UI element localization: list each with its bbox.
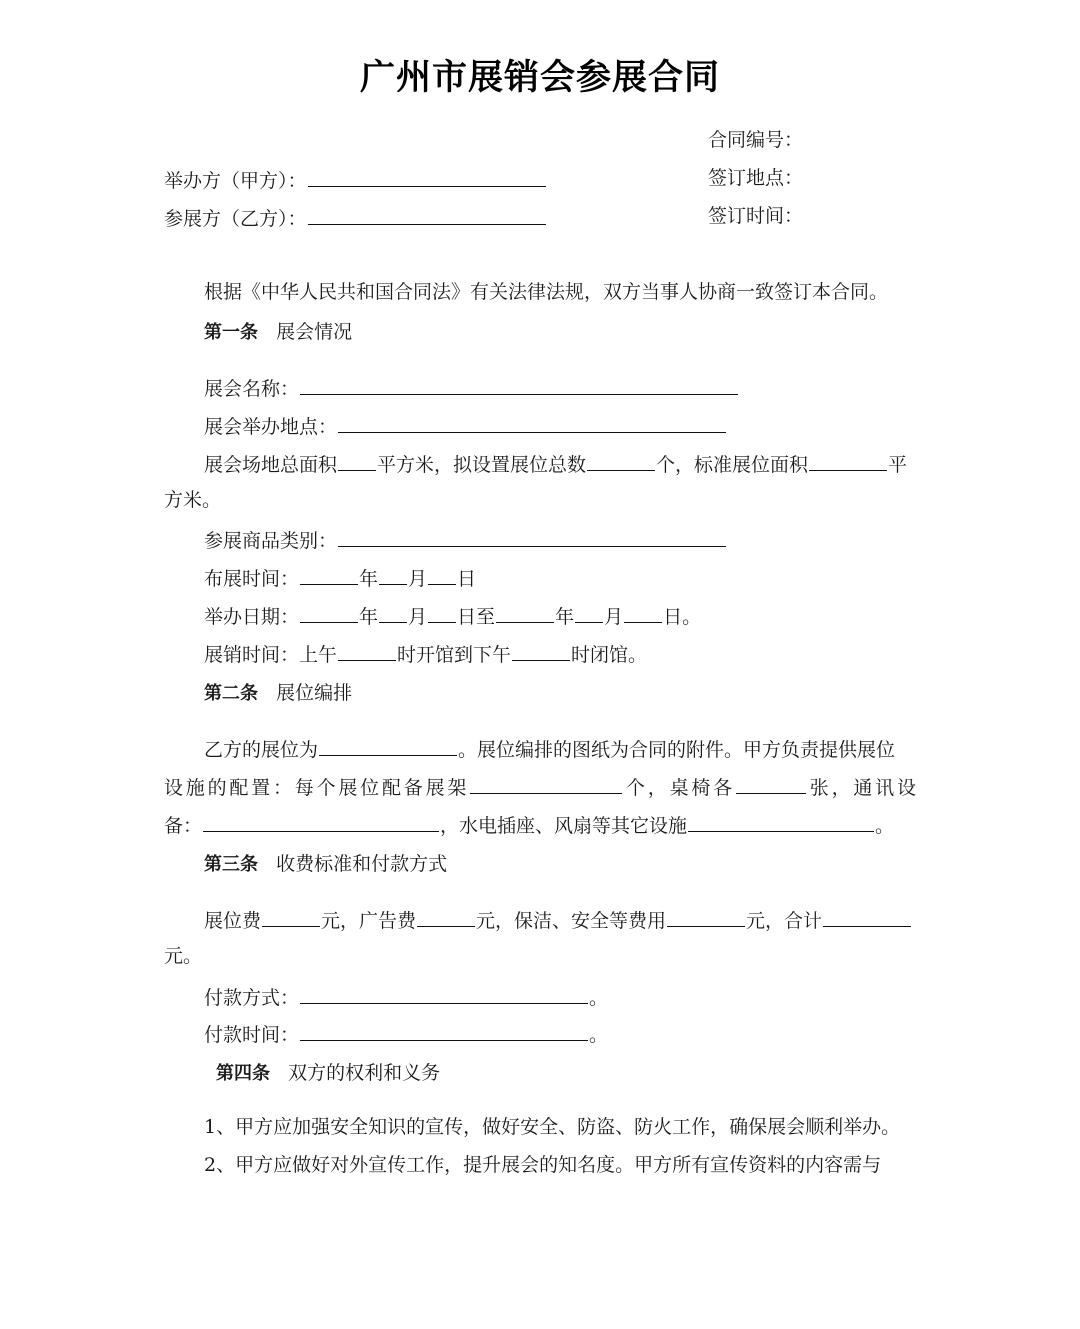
intro-paragraph: 根据《中华人民共和国合同法》有关法律法规，双方当事人协商一致签订本合同。 bbox=[204, 281, 889, 303]
payment-time-blank[interactable] bbox=[300, 1020, 588, 1041]
close-hour-blank[interactable] bbox=[512, 640, 570, 661]
article-4-number: 第四条 bbox=[216, 1063, 270, 1084]
category-field bbox=[204, 526, 727, 553]
page-title: 广州市展销会参展合同 bbox=[359, 58, 720, 98]
total-fee-blank[interactable] bbox=[823, 906, 911, 927]
exhibition-name-blank[interactable] bbox=[300, 374, 738, 395]
party-b-field bbox=[164, 204, 547, 231]
area-line bbox=[204, 450, 907, 477]
fee-text-1: 展位费 bbox=[204, 910, 262, 932]
setup-year-blank[interactable] bbox=[300, 564, 358, 585]
article-4-title: 双方的权利和义务 bbox=[288, 1062, 441, 1084]
booth-line-1 bbox=[204, 735, 895, 762]
article-1-number: 第一条 bbox=[204, 322, 258, 343]
month-text: 月 bbox=[604, 606, 624, 628]
article-2-title: 展位编排 bbox=[276, 682, 353, 704]
booth-line-3 bbox=[164, 811, 894, 838]
fee-text-4: 元，合计 bbox=[746, 910, 823, 932]
article-3-heading bbox=[204, 852, 447, 877]
payment-method-blank[interactable] bbox=[300, 983, 588, 1004]
sale-time-label: 展销时间：上午 bbox=[204, 644, 338, 666]
obligation-item-1: 1、甲方应加强安全知识的宣传，做好安全、防盗、防火工作，确保展会顺利举办。 bbox=[204, 1116, 901, 1138]
exhibition-place-label: 展会举办地点： bbox=[204, 416, 338, 438]
fee-text-3: 元，保洁、安全等费用 bbox=[476, 910, 667, 932]
start-day-blank[interactable] bbox=[428, 602, 456, 623]
sale-time-text-3: 时闭馆。 bbox=[571, 644, 648, 666]
payment-method-label: 付款方式： bbox=[204, 987, 300, 1009]
year-text: 年 bbox=[359, 606, 379, 628]
total-area-blank[interactable] bbox=[338, 450, 376, 471]
setup-month-blank[interactable] bbox=[379, 564, 407, 585]
fee-text-2: 元，广告费 bbox=[321, 910, 417, 932]
obligation-item-2: 2、甲方应做好对外宣传工作，提升展会的知名度。甲方所有宣传资料的内容需与 bbox=[204, 1154, 882, 1176]
setup-time-field bbox=[204, 564, 476, 591]
ad-fee-blank[interactable] bbox=[417, 906, 475, 927]
party-b-label: 参展方（乙方）： bbox=[164, 208, 307, 230]
sale-time-field bbox=[204, 640, 647, 667]
sign-place-label: 签订地点： bbox=[708, 167, 804, 189]
article-1-title: 展会情况 bbox=[276, 321, 353, 343]
end-year-blank[interactable] bbox=[496, 602, 554, 623]
month-text: 月 bbox=[408, 606, 428, 628]
hold-date-label: 举办日期： bbox=[204, 606, 300, 628]
booth-text-7: ，水电插座、风扇等其它设施 bbox=[440, 815, 688, 837]
fee-line-cont: 元。 bbox=[164, 945, 203, 967]
payment-method-field bbox=[204, 983, 608, 1010]
party-a-label: 举办方（甲方）： bbox=[164, 170, 307, 192]
category-label: 参展商品类别： bbox=[204, 530, 338, 552]
period-text: 。 bbox=[589, 1024, 609, 1046]
booth-line-2 bbox=[164, 773, 916, 800]
article-3-title: 收费标准和付款方式 bbox=[276, 853, 448, 875]
shelf-count-blank[interactable] bbox=[470, 773, 622, 794]
booth-area-blank[interactable] bbox=[809, 450, 887, 471]
service-fee-blank[interactable] bbox=[667, 906, 745, 927]
setup-day-blank[interactable] bbox=[428, 564, 456, 585]
booth-count-blank[interactable] bbox=[587, 450, 655, 471]
party-a-blank[interactable] bbox=[308, 166, 546, 187]
area-text-1: 展会场地总面积 bbox=[204, 454, 338, 476]
hold-date-field bbox=[204, 602, 701, 629]
table-chair-blank[interactable] bbox=[736, 773, 806, 794]
other-facility-blank[interactable] bbox=[688, 811, 874, 832]
comm-device-blank[interactable] bbox=[203, 811, 439, 832]
category-blank[interactable] bbox=[338, 526, 726, 547]
article-4-heading bbox=[216, 1061, 440, 1086]
exhibition-name-field bbox=[204, 374, 739, 401]
exhibition-name-label: 展会名称： bbox=[204, 378, 300, 400]
year-text: 年 bbox=[555, 606, 575, 628]
setup-time-label: 布展时间： bbox=[204, 568, 300, 590]
article-1-heading bbox=[204, 320, 352, 345]
area-line-cont: 方米。 bbox=[164, 489, 222, 511]
payment-time-field bbox=[204, 1020, 608, 1047]
area-text-4: 平 bbox=[888, 454, 908, 476]
booth-fee-blank[interactable] bbox=[262, 906, 320, 927]
period-text: 。 bbox=[589, 987, 609, 1009]
contract-number-label: 合同编号： bbox=[708, 129, 804, 151]
booth-text-3: 设施的配置：每个展位配备展架 bbox=[164, 777, 470, 799]
booth-text-5: 张，通讯设 bbox=[806, 777, 916, 799]
party-a-field bbox=[164, 166, 547, 193]
article-2-heading bbox=[204, 681, 352, 706]
booth-text-2: 。展位编排的图纸为合同的附件。甲方负责提供展位 bbox=[458, 739, 896, 761]
end-month-blank[interactable] bbox=[575, 602, 603, 623]
booth-text-6: 备： bbox=[164, 815, 203, 837]
end-day-blank[interactable] bbox=[624, 602, 662, 623]
start-month-blank[interactable] bbox=[379, 602, 407, 623]
booth-text-1: 乙方的展位为 bbox=[204, 739, 319, 761]
month-text: 月 bbox=[408, 568, 428, 590]
exhibition-place-field bbox=[204, 412, 727, 439]
sign-time-label: 签订时间： bbox=[708, 205, 804, 227]
payment-time-label: 付款时间： bbox=[204, 1024, 300, 1046]
open-hour-blank[interactable] bbox=[338, 640, 396, 661]
booth-text-8: 。 bbox=[875, 815, 895, 837]
fee-line bbox=[204, 906, 912, 933]
sale-time-text-2: 时开馆到下午 bbox=[397, 644, 512, 666]
booth-number-blank[interactable] bbox=[319, 735, 457, 756]
day-text: 日 bbox=[457, 568, 477, 590]
booth-text-4: 个，桌椅各 bbox=[623, 777, 735, 799]
year-text: 年 bbox=[359, 568, 379, 590]
area-text-3: 个，标准展位面积 bbox=[656, 454, 809, 476]
day-end-text: 日。 bbox=[663, 606, 702, 628]
article-2-number: 第二条 bbox=[204, 683, 258, 704]
article-3-number: 第三条 bbox=[204, 854, 258, 875]
day-to-text: 日至 bbox=[457, 606, 496, 628]
area-text-2: 平方米，拟设置展位总数 bbox=[377, 454, 587, 476]
exhibition-place-blank[interactable] bbox=[338, 412, 726, 433]
party-b-blank[interactable] bbox=[308, 204, 546, 225]
start-year-blank[interactable] bbox=[300, 602, 358, 623]
